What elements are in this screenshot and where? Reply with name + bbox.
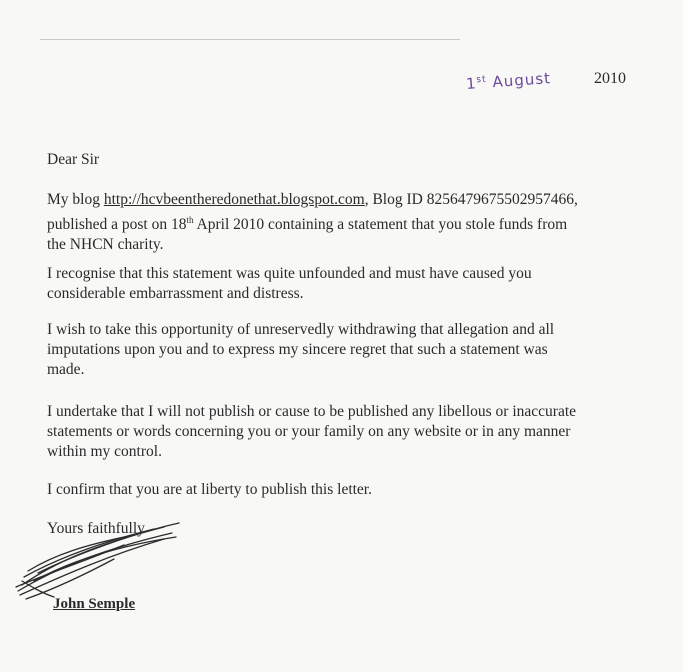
paragraph-2: I recognise that this statement was quite unfounded and must have caused you considerable embarrassment and distress. (47, 265, 532, 302)
date-year: 2010 (594, 70, 626, 87)
signatory-name: John Semple (53, 596, 136, 612)
paragraph-4: I undertake that I will not publish or cause to be published any libellous or inaccurate statements or words concerning you or your family on any website or in any manner within my control. (47, 403, 577, 460)
closing: Yours faithfully (47, 520, 145, 537)
handwritten-date: 1st August (465, 69, 552, 93)
salutation: Dear Sir (47, 151, 100, 168)
paragraph-3: I wish to take this opportunity of unreservedly withdrawing that allegation and all imputations upon you and to express my sincere regret that such a statement was made. (47, 321, 555, 378)
scan-edge-line (40, 39, 460, 40)
paragraph-1: My blog http://hcvbeentheredonethat.blogspot.com, Blog ID 8256479675502957466, published a post on 18th April 2010 containing a statement that you stole funds from the NHCN charity. (47, 191, 578, 254)
signature-scribble (14, 515, 184, 605)
blog-link[interactable]: http://hcvbeentheredonethat.blogspot.com (103, 191, 365, 208)
paragraph-5: I confirm that you are at liberty to publish this letter. (47, 481, 372, 498)
